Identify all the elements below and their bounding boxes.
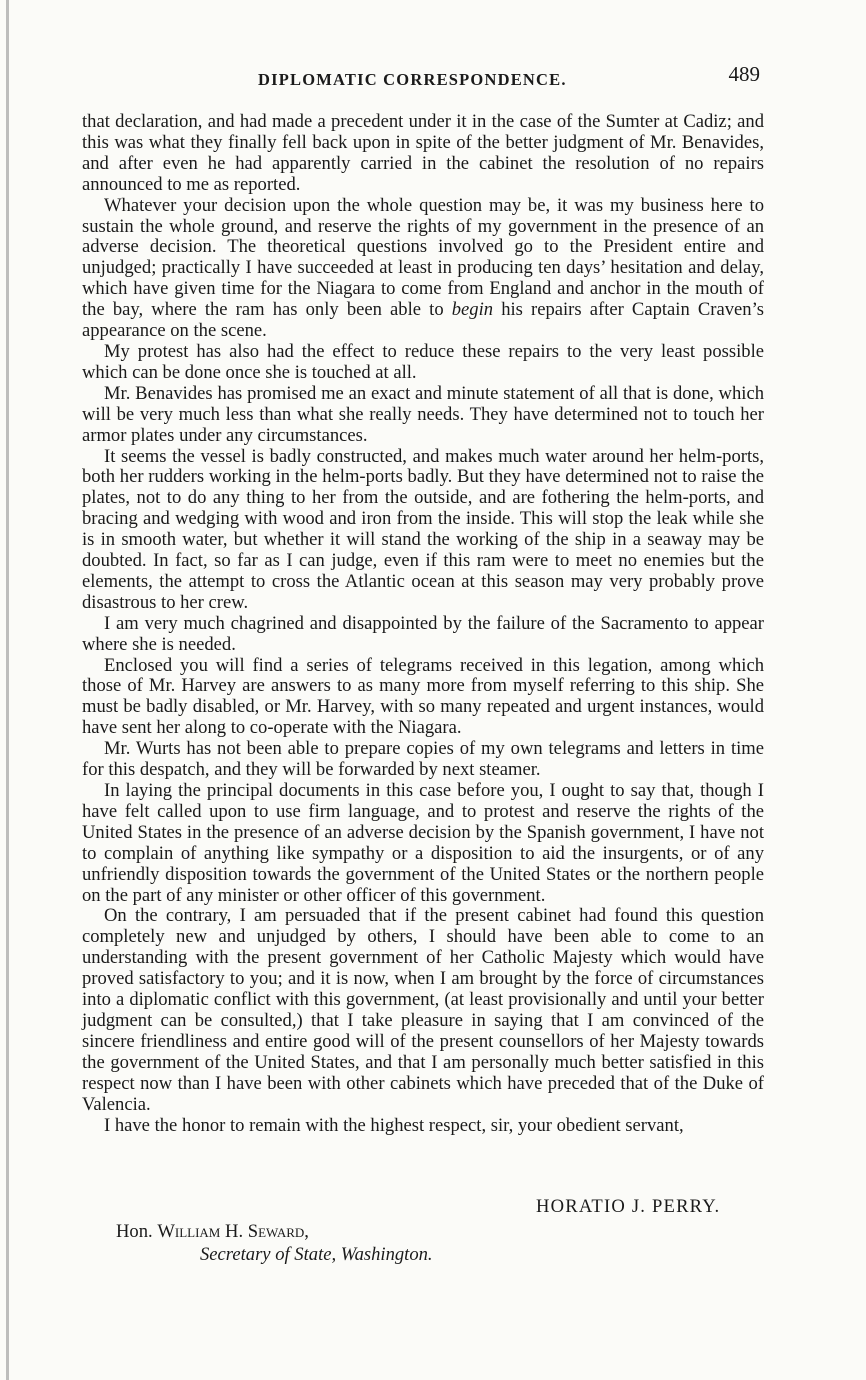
- recipient-title: Secretary of State, Washington.: [200, 1244, 433, 1265]
- paragraph-1: that declaration, and had made a precedent under it in the case of the Sumter at Cadiz; and this was what they finally fell back upon in spite of the better judgment of Mr. Benavides, and after even he had apparently carried in the cabinet the resolution of no repairs announced to me as reported.: [82, 111, 764, 195]
- paragraph-7: Enclosed you will find a series of telegrams received in this legation, among which those of Mr. Harvey are answers to as many more from myself referring to this ship. She must be badly disabled, or Mr. Harvey, with so many repeated and urgent instances, would have sent her along to co-operate with the Niagara.: [82, 654, 764, 739]
- paragraph-10: On the contrary, I am persuaded that if the present cabinet had found this question completely new and unjudged by others, I should have been able to come to an understanding with the present government of her Catholic Majesty which would have proved satisfactory to you; and it is now, when I am brought by the force of circumstances into a diplomatic conflict with this government, (at least provisionally and until your better judgment can be consulted,) that I take pleasure in saying that I am convinced of the sincere friendliness and entire good will of the present counsellors of her Majesty towards the government of the United States, and that I am personally much better satisfied in this respect now than I have been with other cabinets which have preceded that of the Duke of Valencia.: [82, 905, 764, 1115]
- letter-body: [82, 112, 764, 1136]
- paragraph-9: In laying the principal documents in this case before you, I ought to say that, though I have felt called upon to use firm language, and to protest and reserve the rights of the United States in the presence of an adverse decision by the Spanish government, I have not to complain of anything like sympathy or a disposition to aid the insurgents, or of any unfriendly disposition towards the government of the United States or the northern people on the part of any minister or other officer of this government.: [82, 780, 764, 906]
- signature: HORATIO J. PERRY.: [536, 1196, 721, 1217]
- paragraph-6: I am very much chagrined and disappointed by the failure of the Sacramento to appear where she is needed.: [82, 612, 764, 655]
- paragraph-8: Mr. Wurts has not been able to prepare copies of my own telegrams and letters in time for this despatch, and they will be forwarded by next steamer.: [82, 738, 764, 781]
- paragraph-5: It seems the vessel is badly constructed, and makes much water around her helm-ports, both her rudders working in the helm-ports badly. But they have determined not to raise the plates, not to do any thing to her from the outside, and are fothering the helm-ports, and bracing and wedging with wood and iron from the inside. This will stop the leak while she is in smooth water, but whether it will stand the working of the ship in a seaway may be doubted. In fact, so far as I can judge, even if this ram were to meet no enemies but the elements, the attempt to cross the Atlantic ocean at this season may very probably prove disastrous to her crew.: [82, 445, 764, 613]
- recipient-line: [116, 1220, 433, 1243]
- page-edge-shadow: [6, 0, 9, 1380]
- recipient-name: William H. Seward,: [157, 1221, 309, 1242]
- paragraph-2-text-after: his repairs after Captain Craven’s appearance on the scene.: [82, 299, 764, 342]
- page-header: [82, 62, 764, 98]
- recipient-address: [116, 1220, 433, 1266]
- paragraph-2: [82, 196, 764, 342]
- page-number: 489: [728, 62, 760, 86]
- closing-line: I have the honor to remain with the highest respect, sir, your obedient servant,: [104, 1114, 684, 1136]
- recipient-prefix: Hon.: [116, 1221, 158, 1242]
- paragraph-4: Mr. Benavides has promised me an exact and minute statement of all that is done, which will be very much less than what she really needs. They have determined not to touch her armor plates under any circumstances.: [82, 382, 764, 446]
- paragraph-2-text: Whatever your decision upon the whole question may be, it was my business here to sustain the whole ground, and reserve the rights of my government in the presence of an adverse decision. The theoretical questions involved go to the President entire and unjudged; practically I have succeeded at least in producing ten days’ hesitation and delay, which have given time for the Niagara to come from England and anchor in the mouth of the bay, where the ram has only been able to: [82, 194, 764, 321]
- running-head: DIPLOMATIC CORRESPONDENCE.: [258, 70, 567, 89]
- paragraph-3: My protest has also had the effect to reduce these repairs to the very least possible which can be done once she is touched at all.: [82, 340, 764, 383]
- paragraph-2-emphasis: begin: [451, 299, 494, 321]
